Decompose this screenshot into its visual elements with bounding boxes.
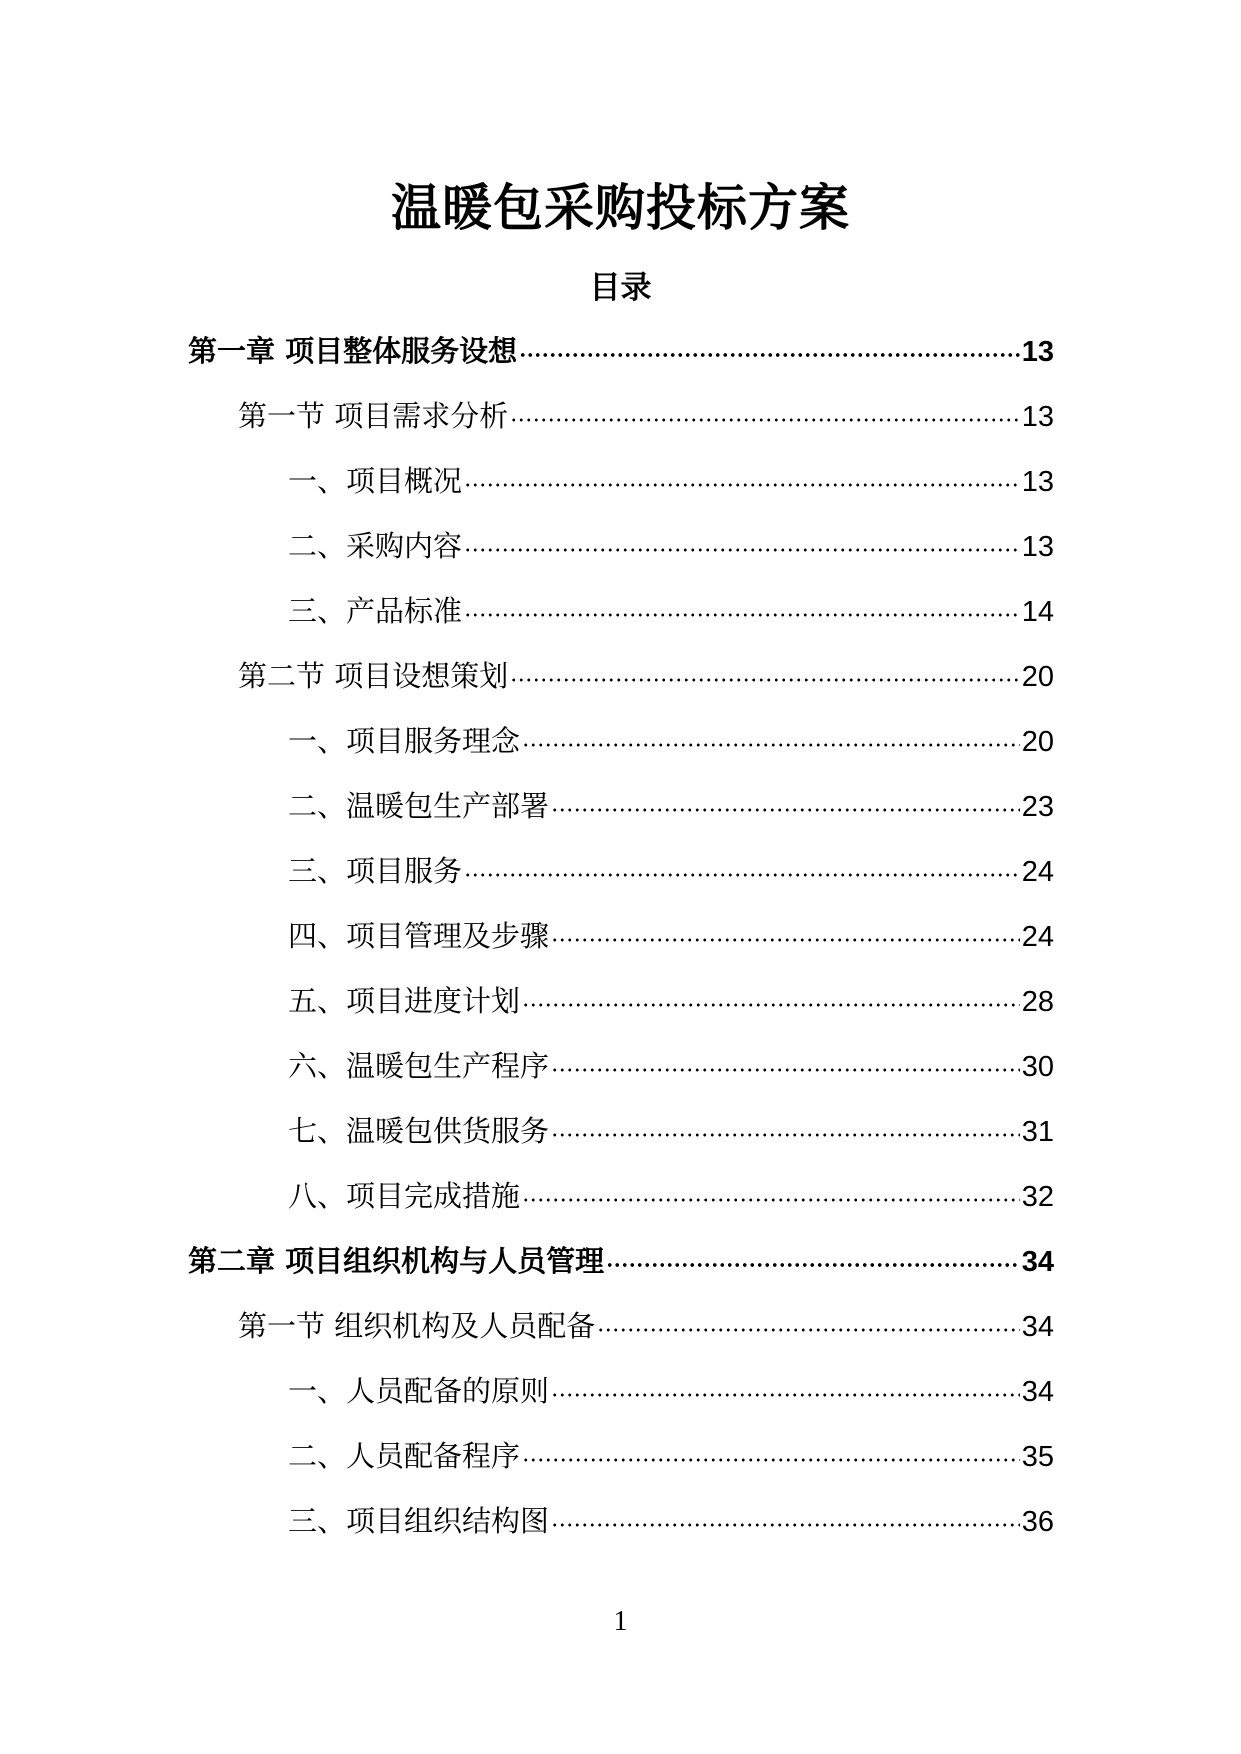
- toc-entry-label: 第一节 项目需求分析: [238, 399, 509, 433]
- toc-dot-leader: [522, 743, 1020, 747]
- toc-entry-item[interactable]: [188, 851, 1054, 916]
- toc-dot-leader: [522, 1003, 1020, 1007]
- toc-entry-label: 三、项目组织结构图: [288, 1504, 550, 1538]
- toc-entry-label: 八、项目完成措施: [288, 1179, 521, 1213]
- toc-entry-section[interactable]: [188, 1306, 1054, 1371]
- toc-entry-page: 34: [1021, 1246, 1054, 1278]
- toc-entry-page: 32: [1021, 1181, 1054, 1213]
- toc-entry-item[interactable]: [188, 1371, 1054, 1436]
- toc-entry-item[interactable]: [188, 1176, 1054, 1241]
- toc-entry-chapter[interactable]: [188, 1241, 1054, 1306]
- toc-entry-page: 30: [1021, 1051, 1054, 1083]
- toc-dot-leader: [551, 1393, 1020, 1397]
- toc-entry-item[interactable]: [188, 1111, 1054, 1176]
- toc-entry-item[interactable]: [188, 461, 1054, 526]
- toc-dot-leader: [551, 1133, 1020, 1137]
- toc-entry-page: 13: [1021, 531, 1054, 563]
- toc-entry-item[interactable]: [188, 591, 1054, 656]
- page-title: 温暖包采购投标方案: [391, 179, 850, 237]
- toc-entry-label: 二、人员配备程序: [288, 1439, 521, 1473]
- toc-entry-label: 四、项目管理及步骤: [288, 919, 550, 953]
- toc-dot-leader: [522, 1198, 1020, 1202]
- toc-entry-label: 一、项目服务理念: [288, 724, 521, 758]
- toc-dot-leader: [551, 808, 1020, 812]
- toc-entry-item[interactable]: [188, 1501, 1054, 1566]
- toc-entry-page: 20: [1021, 661, 1054, 693]
- toc-entry-section[interactable]: [188, 656, 1054, 721]
- toc-entry-page: 24: [1021, 921, 1054, 953]
- toc-entry-label: 七、温暖包供货服务: [288, 1114, 550, 1148]
- toc-entry-label: 六、温暖包生产程序: [288, 1049, 550, 1083]
- table-of-contents: [188, 331, 1054, 1566]
- toc-entry-page: 35: [1021, 1441, 1054, 1473]
- toc-entry-label: 五、项目进度计划: [288, 984, 521, 1018]
- toc-dot-leader: [510, 678, 1020, 682]
- toc-entry-item[interactable]: [188, 981, 1054, 1046]
- toc-entry-item[interactable]: [188, 916, 1054, 981]
- toc-entry-label: 第一节 组织机构及人员配备: [238, 1309, 596, 1343]
- toc-dot-leader: [510, 418, 1020, 422]
- toc-dot-leader: [464, 548, 1020, 552]
- toc-heading: 目录: [589, 270, 652, 306]
- toc-entry-page: 13: [1021, 466, 1054, 498]
- toc-dot-leader: [464, 873, 1020, 877]
- toc-dot-leader: [551, 1523, 1020, 1527]
- toc-dot-leader: [606, 1263, 1020, 1267]
- toc-entry-item[interactable]: [188, 786, 1054, 851]
- page-number: 1: [613, 1606, 628, 1637]
- toc-entry-page: 34: [1021, 1311, 1054, 1343]
- toc-dot-leader: [464, 483, 1020, 487]
- toc-entry-label: 三、产品标准: [288, 594, 463, 628]
- toc-entry-label: 一、人员配备的原则: [288, 1374, 550, 1408]
- toc-entry-item[interactable]: [188, 1436, 1054, 1501]
- toc-dot-leader: [522, 1458, 1020, 1462]
- toc-dot-leader: [551, 938, 1020, 942]
- toc-entry-label: 第一章 项目整体服务设想: [188, 334, 518, 368]
- toc-dot-leader: [519, 353, 1020, 357]
- toc-entry-page: 34: [1021, 1376, 1054, 1408]
- toc-entry-chapter[interactable]: [188, 331, 1054, 396]
- toc-entry-page: 31: [1021, 1116, 1054, 1148]
- toc-entry-page: 23: [1021, 791, 1054, 823]
- toc-entry-label: 一、项目概况: [288, 464, 463, 498]
- toc-entry-page: 20: [1021, 726, 1054, 758]
- toc-entry-item[interactable]: [188, 1046, 1054, 1111]
- toc-entry-label: 第二节 项目设想策划: [238, 659, 509, 693]
- toc-entry-page: 28: [1021, 986, 1054, 1018]
- toc-entry-label: 二、温暖包生产部署: [288, 789, 550, 823]
- toc-entry-page: 36: [1021, 1506, 1054, 1538]
- toc-entry-page: 14: [1021, 596, 1054, 628]
- toc-entry-label: 三、项目服务: [288, 854, 463, 888]
- toc-entry-label: 二、采购内容: [288, 529, 463, 563]
- toc-dot-leader: [464, 613, 1020, 617]
- toc-dot-leader: [551, 1068, 1020, 1072]
- toc-entry-page: 13: [1021, 401, 1054, 433]
- toc-entry-page: 13: [1021, 336, 1054, 368]
- toc-entry-page: 24: [1021, 856, 1054, 888]
- toc-entry-section[interactable]: [188, 396, 1054, 461]
- toc-entry-item[interactable]: [188, 721, 1054, 786]
- toc-dot-leader: [597, 1328, 1020, 1332]
- toc-entry-label: 第二章 项目组织机构与人员管理: [188, 1244, 605, 1278]
- toc-entry-item[interactable]: [188, 526, 1054, 591]
